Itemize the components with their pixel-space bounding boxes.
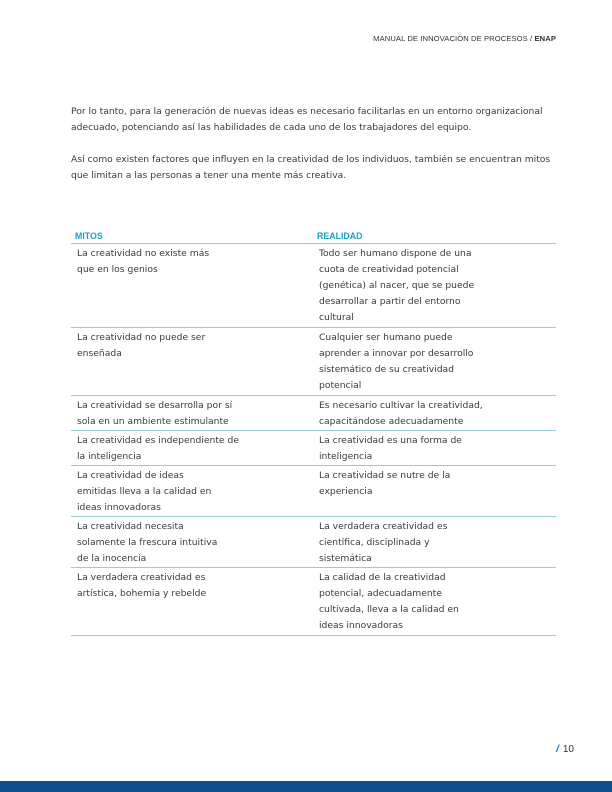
mito-cell: La creatividad no existe más que en los genios [77,248,210,275]
mito-cell: La creatividad de ideas emitidas lleva a la calidad en ideas innovadoras [77,470,212,513]
table-row [71,396,556,431]
header-realidad: REALIDAD [317,231,363,241]
realidad-cell: Es necesario cultivar la creatividad, capacitándose adecuadamente [319,400,483,427]
table-row [71,244,556,328]
footer-bar [0,781,612,792]
mito-cell: La creatividad se desarrolla por sí sola en un ambiente estimulante [77,400,233,427]
table-row [71,568,556,636]
page-number-value: 10 [562,744,574,755]
myths-reality-table [71,229,556,636]
running-header [373,34,556,43]
table-row [71,466,556,517]
table-row [71,517,556,568]
realidad-cell: La verdadera creatividad es científica, disciplinada y sistemática [319,521,448,564]
table-header-row [71,229,556,244]
paragraph-1: Por lo tanto, para la generación de nuevas ideas es necesario facilitarlas en un entorno organizacional adecuado, potenciando así las habilidades de cada uno de los trabajadores del equipo. [71,106,543,133]
table-row [71,328,556,396]
page-number [556,744,574,755]
body-text [71,104,551,200]
header-brand: ENAP [534,34,556,43]
mito-cell: La creatividad es independiente de la inteligencia [77,435,239,462]
table-row [71,431,556,466]
page-slash: / [556,744,559,755]
realidad-cell: La calidad de la creatividad potencial, adecuadamente cultivada, lleva a la calidad en ideas innovadoras [319,572,459,631]
realidad-cell: Todo ser humano dispone de una cuota de creatividad potencial (genética) al nacer, que se puede desarrollar a partir del entorno cultural [319,248,475,323]
realidad-cell: La creatividad se nutre de la experiencia [319,470,451,497]
header-mitos: MITOS [75,231,103,241]
mito-cell: La verdadera creatividad es artística, bohemia y rebelde [77,572,207,599]
realidad-cell: La creatividad es una forma de inteligencia [319,435,462,462]
mito-cell: La creatividad necesita solamente la frescura intuitiva de la inocencia [77,521,218,564]
header-title: MANUAL DE INNOVACIÓN DE PROCESOS / [373,34,533,43]
realidad-cell: Cualquier ser humano puede aprender a innovar por desarrollo sistemático de su creatividad potencial [319,332,474,391]
paragraph-2: Así como existen factores que influyen en la creatividad de los individuos, también se encuentran mitos que limitan a las personas a tener una mente más creativa. [71,154,551,181]
mito-cell: La creatividad no puede ser enseñada [77,332,206,359]
